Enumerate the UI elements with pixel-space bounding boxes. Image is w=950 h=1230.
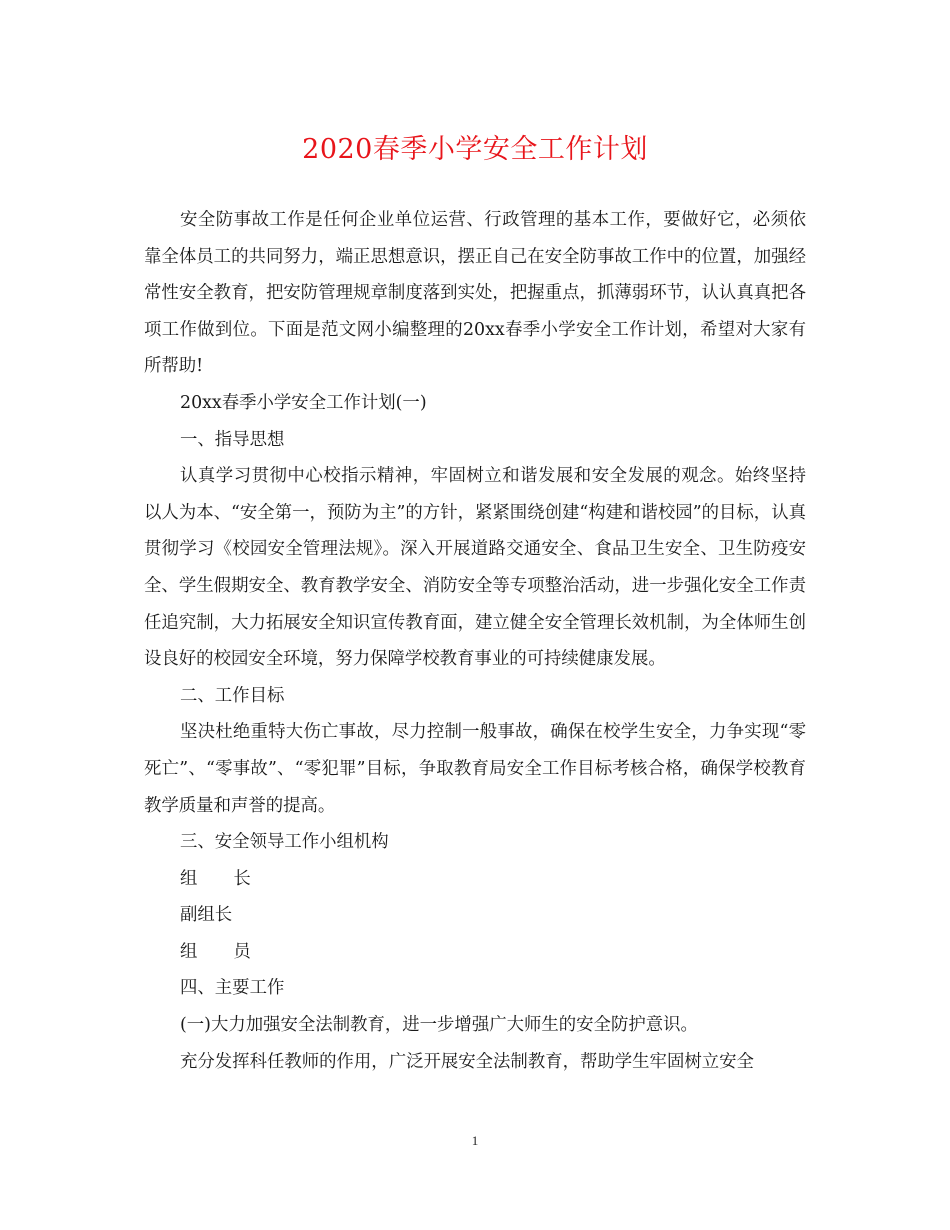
section-text-guiding-thought: 认真学习贯彻中心校指示精神，牢固树立和谐发展和安全发展的观念。始终坚持以人为本、“安全第一，预防为主”的方针，紧紧围绕创建“构建和谐校园”的目标，认真贯彻学习《校园安全管理法规》。深入开展道路交通安全、食品卫生安全、卫生防疫安全、学生假期安全、教育教学安全、消防安全等专项整治活动，进一步强化安全工作责任追究制，大力拓展安全知识宣传教育面，建立健全安全管理长效机制，为全体师生创设良好的校园安全环境，努力保障学校教育事业的可持续健康发展。 (144, 466, 806, 670)
section-heading-main-work: 四、主要工作 (180, 978, 285, 999)
item-text-legal-education: 充分发挥科任教师的作用，广泛开展安全法制教育，帮助学生牢固树立安全 (180, 1051, 754, 1072)
role-member (144, 934, 806, 971)
role-member-char2: 员 (233, 941, 251, 962)
document-title: 2020春季小学安全工作计划 (302, 134, 648, 165)
role-member-char1: 组 (180, 941, 198, 962)
page-number: 1 (471, 1133, 479, 1148)
section-heading-work-goals: 二、工作目标 (180, 685, 285, 706)
plan-subtitle: 20xx春季小学安全工作计划(一) (180, 392, 427, 413)
section-heading-leadership-group: 三、安全领导工作小组机构 (180, 832, 389, 853)
document-body (144, 202, 806, 1080)
role-leader (144, 861, 806, 898)
role-deputy-leader: 副组长 (180, 905, 233, 926)
item-heading-legal-education: (一)大力加强安全法制教育，进一步增强广大师生的安全防护意识。 (180, 1015, 698, 1036)
role-leader-char1: 组 (180, 868, 198, 889)
intro-paragraph: 安全防事故工作是任何企业单位运营、行政管理的基本工作，要做好它，必须依靠全体员工的共同努力，端正思想意识，摆正自己在安全防事故工作中的位置，加强经常性安全教育，把安防管理规章制度落到实处，把握重点，抓薄弱环节，认认真真把各项工作做到位。下面是范文网小编整理的20xx春季小学安全工作计划，希望对大家有所帮助! (144, 210, 806, 377)
role-leader-char2: 长 (233, 868, 251, 889)
section-heading-guiding-thought: 一、指导思想 (180, 429, 285, 450)
section-text-work-goals: 坚决杜绝重特大伤亡事故，尽力控制一般事故，确保在校学生安全，力争实现“零死亡”、“零事故”、“零犯罪”目标，争取教育局安全工作目标考核合格，确保学校教育教学质量和声誉的提高。 (144, 722, 806, 816)
